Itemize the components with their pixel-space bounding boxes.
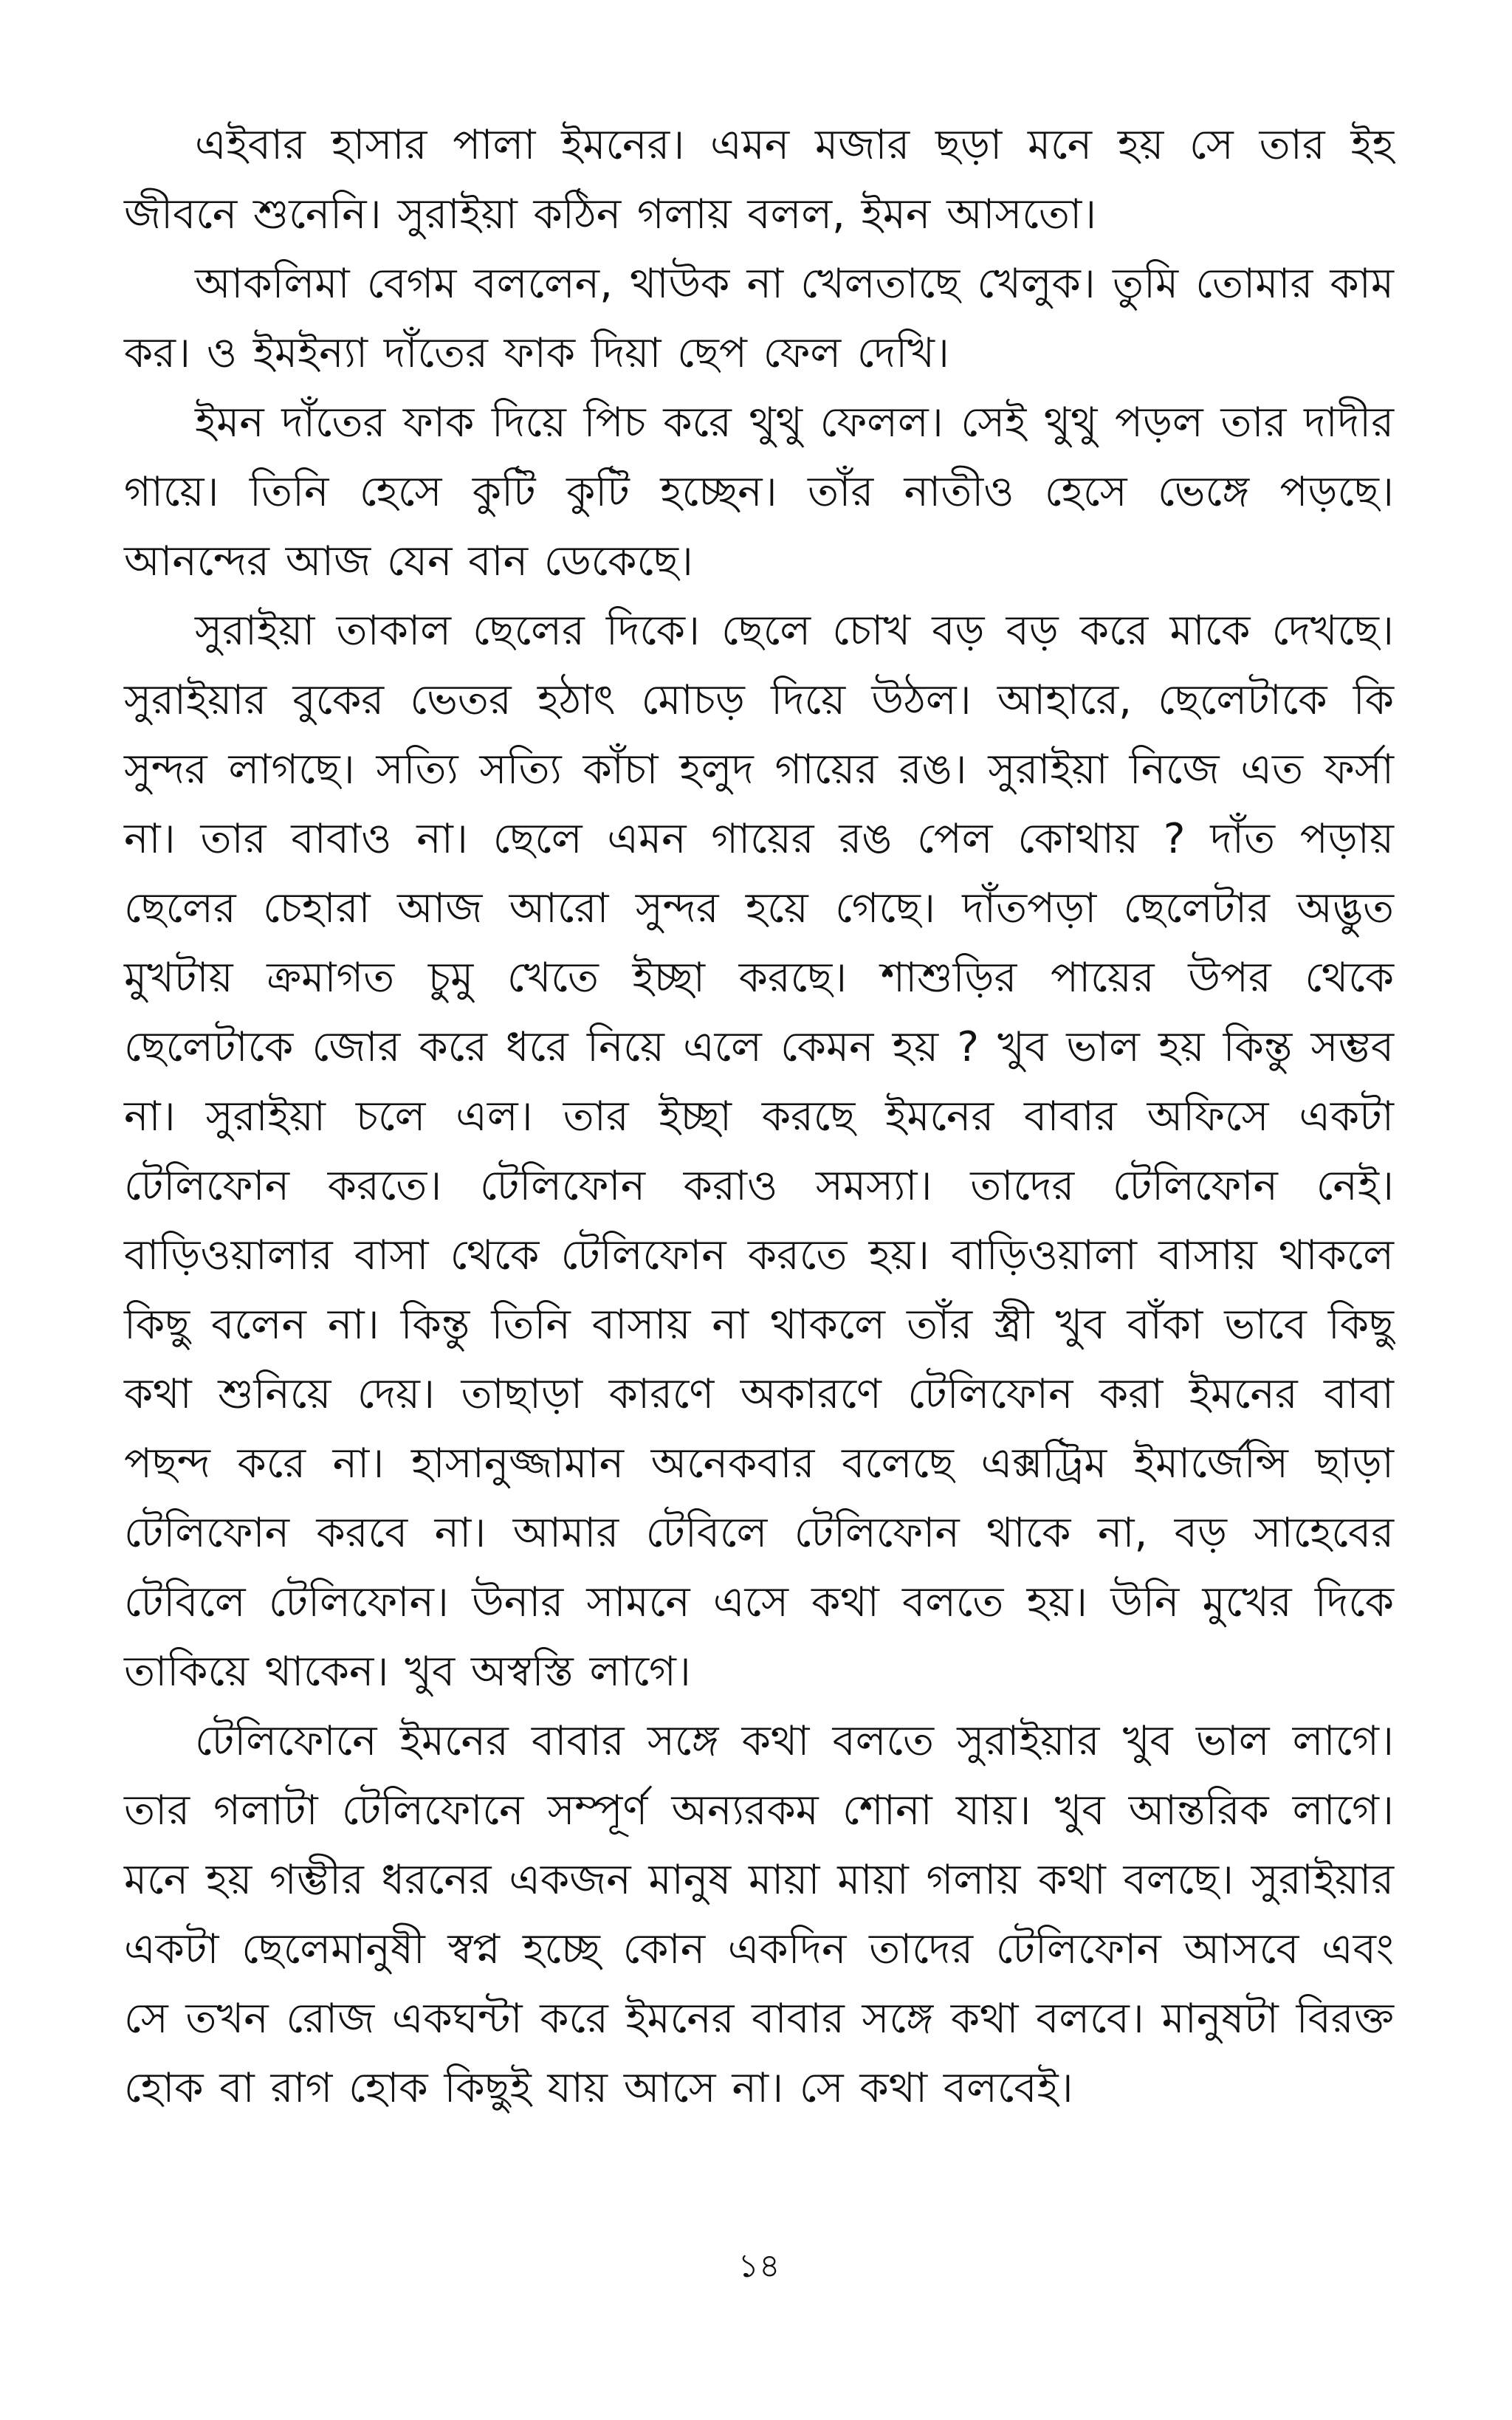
paragraph-5: টেলিফোনে ইমনের বাবার সঙ্গে কথা বলতে সুরাইয়ার খুব ভাল লাগে। তার গলাটা টেলিফোনে সম্পূর্ণ অন্যরকম শোনা যায়। খুব আন্তরিক লাগে। মনে হয় গম্ভীর ধরনের একজন মানুষ মায়া মায়া গলায় কথা বলছে। সুরাইয়ার একটা ছেলেমানুষী স্বপ্ন হচ্ছে কোন একদিন তাদের টেলিফোন আসবে এবং সে তখন রোজ একঘন্টা করে ইমনের বাবার সঙ্গে কথা বলবে। মানুষটা বিরক্ত হোক বা রাগ হোক কিছুই যায় আসে না। সে কথা বলবেই।	[124, 1717, 1394, 2112]
paragraph-2: আকলিমা বেগম বললেন, থাউক না খেলতাছে খেলুক। তুমি তোমার কাম কর। ও ইমইন্যা দাঁতের ফাক দিয়া ছেপ ফেল দেখি।	[124, 260, 1394, 377]
paragraph-3: ইমন দাঁতের ফাক দিয়ে পিচ করে থুথু ফেলল। সেই থুথু পড়ল তার দাদীর গায়ে। তিনি হেসে কুটি কুটি হচ্ছেন। তাঁর নাতীও হেসে ভেঙ্গে পড়ছে। আনন্দের আজ যেন বান ডেকেছে।	[124, 399, 1394, 585]
book-page	[124, 111, 1394, 2311]
paragraph-4: সুরাইয়া তাকাল ছেলের দিকে। ছেলে চোখ বড় বড় করে মাকে দেখছে। সুরাইয়ার বুকের ভেতর হঠাৎ মোচড় দিয়ে উঠল। আহারে, ছেলেটাকে কি সুন্দর লাগছে। সত্যি সত্যি কাঁচা হলুদ গায়ের রঙ। সুরাইয়া নিজে এত ফর্সা না। তার বাবাও না। ছেলে এমন গায়ের রঙ পেল কোথায় ? দাঁত পড়ায় ছেলের চেহারা আজ আরো সুন্দর হয়ে গেছে। দাঁতপড়া ছেলেটার অদ্ভুত মুখটায় ক্রমাগত চুমু খেতে ইচ্ছা করছে। শাশুড়ির পায়ের উপর থেকে ছেলেটাকে জোর করে ধরে নিয়ে এলে কেমন হয় ? খুব ভাল হয় কিন্তু সম্ভব না। সুরাইয়া চলে এল। তার ইচ্ছা করছে ইমনের বাবার অফিসে একটা টেলিফোন করতে। টেলিফোন করাও সমস্যা। তাদের টেলিফোন নেই। বাড়িওয়ালার বাসা থেকে টেলিফোন করতে হয়। বাড়িওয়ালা বাসায় থাকলে কিছু বলেন না। কিন্তু তিনি বাসায় না থাকলে তাঁর স্ত্রী খুব বাঁকা ভাবে কিছু কথা শুনিয়ে দেয়। তাছাড়া কারণে অকারণে টেলিফোন করা ইমনের বাবা পছন্দ করে না। হাসানুজ্জামান অনেকবার বলেছে এক্সট্রিম ইমার্জেন্সি ছাড়া টেলিফোন করবে না। আমার টেবিলে টেলিফোন থাকে না, বড় সাহেবের টেবিলে টেলিফোন। উনার সামনে এসে কথা বলতে হয়। উনি মুখের দিকে তাকিয়ে থাকেন। খুব অস্বস্তি লাগে।	[124, 607, 1394, 1696]
page-number: ১৪	[738, 2247, 780, 2285]
paragraph-1: এইবার হাসার পালা ইমনের। এমন মজার ছড়া মনে হয় সে তার ইহ জীবনে শুনেনি। সুরাইয়া কঠিন গলায় বলল, ইমন আসতো।	[124, 121, 1394, 238]
